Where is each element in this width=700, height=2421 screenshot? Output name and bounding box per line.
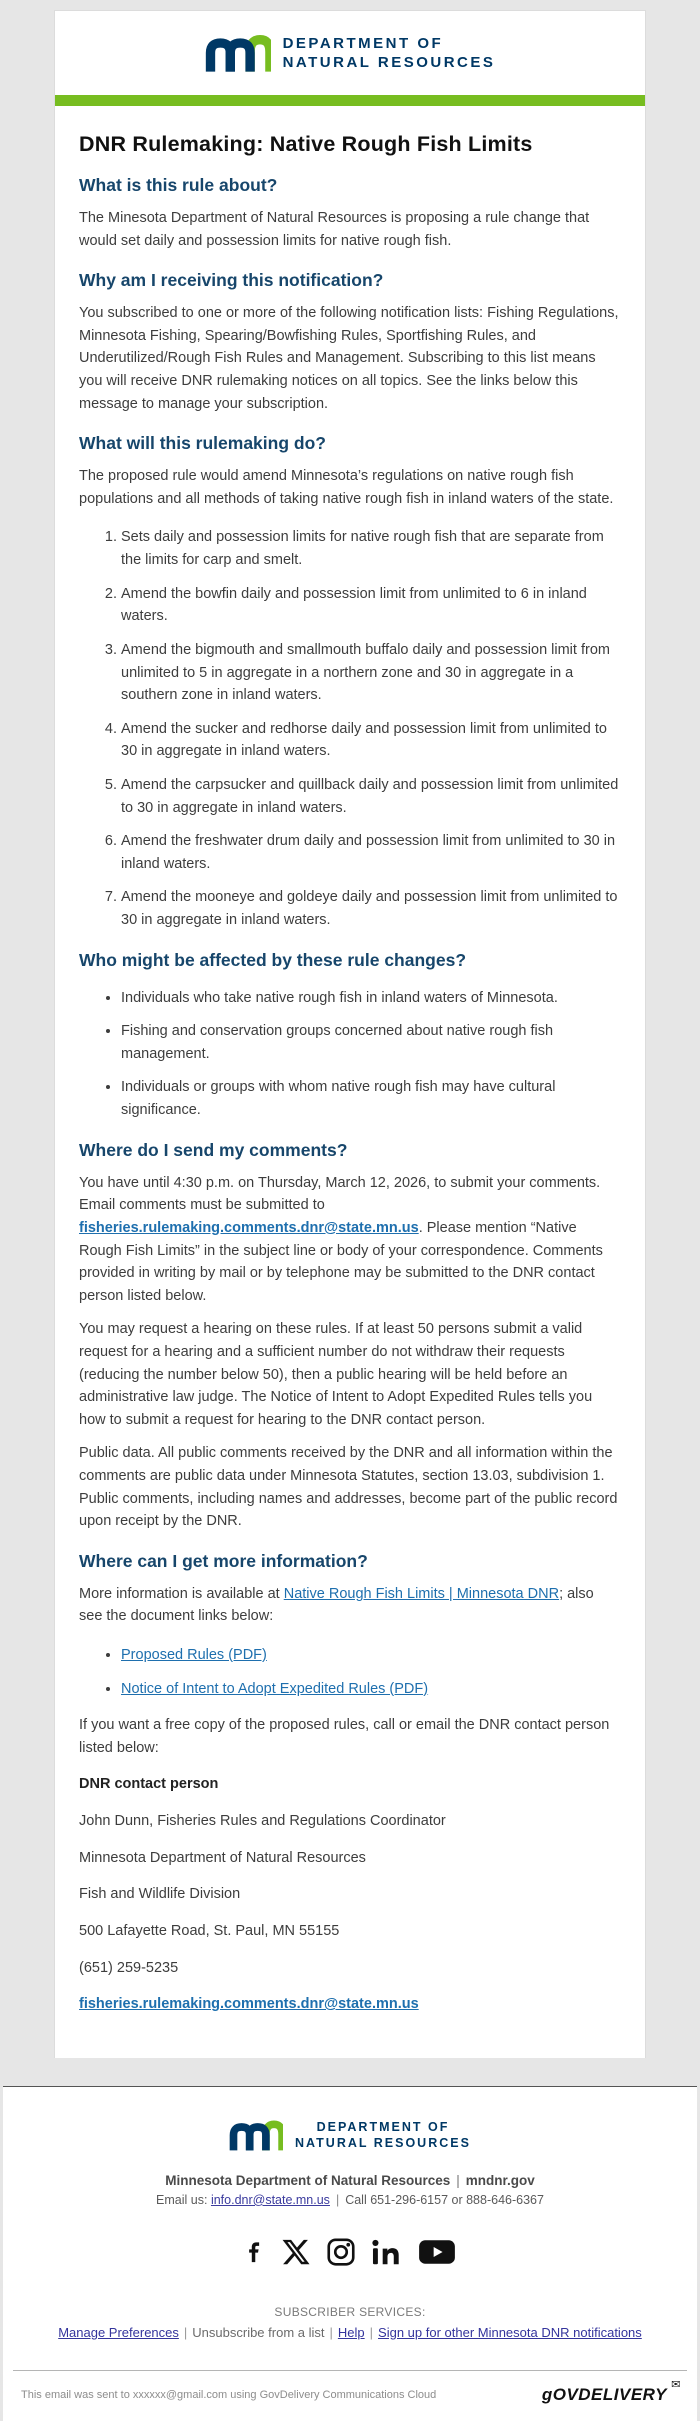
list-item: 5. Amend the carpsucker and quillback daily and possession limit from unlimited to 30 in aggregate in inland waters. [121, 774, 621, 819]
x-icon[interactable] [281, 2237, 311, 2267]
mn-logo-icon [229, 2117, 283, 2155]
paragraph-comments [79, 1172, 621, 1308]
separator: | [369, 2324, 374, 2340]
affected-list [79, 987, 621, 1122]
list-item: 7. Amend the mooneye and goldeye daily and possession limit from unlimited to 30 in aggregate in inland waters. [121, 886, 621, 931]
govdelivery-logo [541, 2378, 681, 2405]
section-heading-affected: Who might be affected by these rule changes? [79, 949, 467, 970]
help-link[interactable]: Help [337, 2324, 365, 2340]
more-info-text-before: More information is available at [79, 1585, 284, 1602]
email-header [55, 11, 645, 95]
document-links-list [79, 1644, 621, 1700]
contact-label: DNR contact person [79, 1776, 219, 1793]
more-info-text-after: ; also see the document links below: [79, 1585, 594, 1625]
facebook-icon[interactable] [244, 2235, 266, 2269]
govdelivery-rest: OVDELIVERY [552, 2384, 667, 2404]
separator: | [329, 2324, 333, 2340]
social-icons-row [13, 2235, 687, 2269]
list-item: 1. Sets daily and possession limits for native rough fish that are separate from the limits for carp and smelt. [121, 526, 621, 571]
list-item: • Fishing and conservation groups concerned about native rough fish management. [121, 1020, 621, 1065]
footer-call-text: Call 651-296-6157 or 888-646-6367 [345, 2192, 544, 2207]
linkedin-icon[interactable] [371, 2237, 403, 2267]
list-item: 6. Amend the freshwater drum daily and possession limit from unlimited to 30 in inland waters. [121, 830, 621, 875]
comments-text-after: . Please mention “Native Rough Fish Limits” in the subject line or body of your correspondence. Comments provided in writing by mail or by telephone may be submitted to the DNR contact person listed below. [79, 1219, 603, 1304]
signup-link[interactable]: Sign up for other Minnesota DNR notifications [378, 2324, 642, 2340]
wordmark-line1: DEPARTMENT OF [282, 35, 444, 53]
page-title: DNR Rulemaking: Native Rough Fish Limits [79, 132, 533, 156]
list-item: • Individuals or groups with whom native rough fish may have cultural significance. [121, 1076, 621, 1121]
mn-logo-icon [205, 31, 271, 77]
paragraph-more-info [79, 1583, 621, 1628]
footer-org-site: mndnr.gov [465, 2172, 535, 2188]
youtube-icon[interactable] [418, 2238, 456, 2266]
wordmark-line1: DEPARTMENT OF [316, 2120, 450, 2135]
more-info-page-link[interactable]: Native Rough Fish Limits | Minnesota DNR [283, 1585, 560, 1602]
spacer [0, 2058, 700, 2086]
email-card [54, 10, 646, 2058]
section-heading-rulemaking: What will this rulemaking do? [79, 433, 326, 454]
paragraph-public-data: Public data. All public comments received by the DNR and all information within the comments are public data under Minnesota Statutes, section 13.03, subdivision 1. Public comments, including names and addresses, become part of the public record upon receipt by the DNR. [79, 1445, 618, 1530]
list-item [121, 1678, 621, 1701]
contact-name: John Dunn, Fisheries Rules and Regulations Coordinator [79, 1813, 446, 1830]
footer-email-link[interactable]: info.dnr@state.mn.us [210, 2192, 330, 2207]
dnr-wordmark [295, 2120, 471, 2151]
section-heading-more-info: Where can I get more information? [79, 1550, 368, 1571]
paragraph-about: The Minesota Department of Natural Resources is proposing a rule change that would set daily and possession limits for native rough fish. [79, 210, 590, 249]
section-heading-why: Why am I receiving this notification? [79, 270, 384, 291]
envelope-icon: ✉ [671, 2378, 681, 2391]
paragraph-rulemaking: The proposed rule would amend Minnesota’s regulations on native rough fish populations and all methods of taking native rough fish in inland waters of the state. [79, 468, 614, 507]
list-item [121, 1644, 621, 1667]
contact-phone: (651) 259-5235 [79, 1959, 179, 1976]
contact-division: Fish and Wildlife Division [79, 1886, 241, 1903]
list-item: 3. Amend the bigmouth and smallmouth buffalo daily and possession limit from unlimited to 5 in aggregate in a northern zone and 30 in aggregate in a southern zone in inland waters. [121, 639, 621, 707]
footer-mn-dnr-logo [13, 2117, 687, 2155]
instagram-icon[interactable] [326, 2237, 356, 2267]
section-heading-comments: Where do I send my comments? [79, 1139, 348, 1160]
footer-contact-line [13, 2193, 687, 2207]
paragraph-free-copy: If you want a free copy of the proposed rules, call or email the DNR contact person listed below: [79, 1717, 610, 1756]
separator: | [456, 2172, 460, 2188]
delivery-bar [13, 2371, 687, 2421]
footer-org-line [13, 2173, 687, 2188]
list-item: 4. Amend the sucker and redhorse daily and possession limit from unlimited to 30 in aggregate in inland waters. [121, 718, 621, 763]
dnr-wordmark [283, 35, 496, 73]
manage-preferences-link[interactable]: Manage Preferences [58, 2324, 179, 2340]
notice-of-intent-link[interactable]: Notice of Intent to Adopt Expedited Rules (PDF) [121, 1680, 429, 1697]
rulemaking-list [79, 526, 621, 931]
contact-address: 500 Lafayette Road, St. Paul, MN 55155 [79, 1922, 340, 1939]
email-body [55, 106, 645, 2058]
contact-email-line [79, 1993, 621, 2016]
separator: | [335, 2192, 340, 2207]
subscriber-services-header: SUBSCRIBER SERVICES: [274, 2304, 426, 2319]
govdelivery-g: g [541, 2384, 553, 2404]
paragraph-why: You subscribed to one or more of the following notification lists: Fishing Regulations, Minnesota Fishing, Spearing/Bowfishing Rules, Sportfishing Rules, and Underutilized/Rough Fish Rules and Management. Subscribing to this list means you will receive DNR rulemaking notices on all topics. See the links below this message to manage your subscription. [79, 305, 619, 412]
contact-email-link[interactable]: fisheries.rulemaking.comments.dnr@state.mn.us [79, 1996, 419, 2013]
contact-org: Minnesota Department of Natural Resources [79, 1849, 366, 1866]
footer-org-name: Minnesota Department of Natural Resources [165, 2172, 451, 2188]
comments-email-link[interactable]: fisheries.rulemaking.comments.dnr@state.mn.us [79, 1219, 419, 1236]
proposed-rules-link[interactable]: Proposed Rules (PDF) [121, 1647, 267, 1664]
mn-dnr-logo [205, 31, 496, 77]
unsubscribe-text: Unsubscribe from a list [192, 2324, 325, 2340]
subscriber-links [13, 2325, 687, 2340]
section-heading-about: What is this rule about? [79, 175, 278, 195]
green-accent-bar [55, 95, 645, 106]
footer-email-label: Email us: [156, 2192, 211, 2207]
paragraph-hearing: You may request a hearing on these rules. If at least 50 persons submit a valid request for a hearing and a sufficient number do not withdraw their requests (reducing the number below 50), then a public hearing will be held before an administrative law judge. The Notice of Intent to Adopt Expedited Rules tells you how to submit a request for hearing to the DNR contact person. [79, 1321, 593, 1428]
sent-to-text: This email was sent to xxxxxx@gmail.com using GovDelivery Communications Cloud [21, 2388, 437, 2401]
comments-text-before: You have until 4:30 p.m. on Thursday, March 12, 2026, to submit your comments. Email comments must be submitted to [79, 1174, 601, 1214]
email-footer [3, 2086, 697, 2421]
list-item: • Individuals who take native rough fish in inland waters of Minnesota. [121, 987, 621, 1010]
list-item: 2. Amend the bowfin daily and possession limit from unlimited to 6 in inland waters. [121, 583, 621, 628]
separator: | [183, 2324, 188, 2340]
wordmark-line2: NATURAL RESOURCES [295, 2135, 471, 2150]
wordmark-line2: NATURAL RESOURCES [282, 54, 496, 71]
